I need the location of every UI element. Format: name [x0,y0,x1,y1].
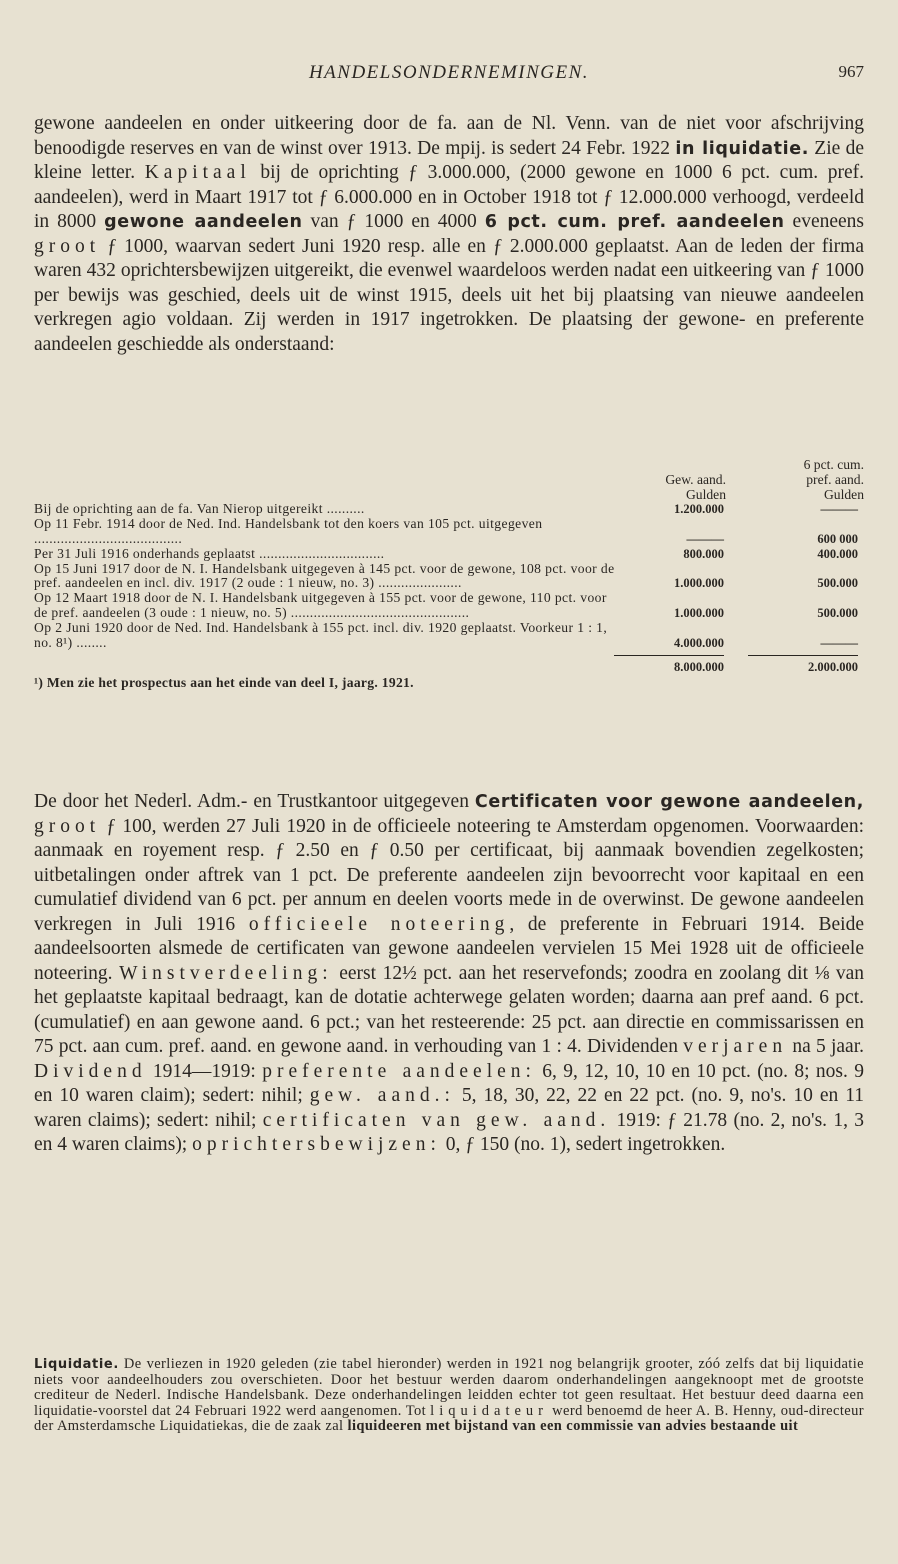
table-row [34,547,864,562]
emphasis-dividend: Dividend [34,1060,147,1082]
row-gew-value: 4.000.000 [674,635,724,650]
emphasis-kapitaal: Kapitaal [144,162,251,183]
row-pref-value: ——— [820,635,858,650]
placement-table [34,458,864,691]
emphasis-groot: groot [34,235,101,257]
separator-line [748,655,858,656]
emphasis-winstverdeeling: Winstverdeeling: [119,962,333,984]
col1-header-line2: Gulden [685,486,726,502]
text-run: 1919: ƒ 21.78 (no. 2, no's. 1, 3 en 4 waren claims); [34,1109,864,1155]
table-header-row-3 [34,488,864,503]
table-header-row-1 [34,458,864,473]
col2-header-line2: pref. aand. [806,471,864,487]
row-pref-value: 400.000 [817,546,858,561]
row-label: Per 31 Juli 1916 onderhands geplaatst ................................. [34,545,385,561]
row-label: Op 12 Maart 1918 door de N. I. Handelsbank uitgegeven à 155 pct. voor de gewone, 110 pct. voor de pref. aandeelen (3 oude : 1 nieuw, no. 5) ............................................... [34,590,607,620]
emphasis-verjaren: verjaren [683,1036,788,1057]
emphasis-liquidatie: Liquidatie. [34,1357,119,1372]
total-gew: 8.000.000 [674,660,724,675]
text-run: gewone aandeelen en onder uitkeering door de fa. aan de Nl. Venn. van de niet voor afschrijving benoodigde reserves en van de winst over 1913. De mpij. is sedert 24 Febr. 1922 [34,113,864,159]
table-row [34,517,864,547]
row-label: Op 11 Febr. 1914 door de Ned. Ind. Handelsbank tot den koers van 105 pct. uitgegeven ....................................... [34,516,543,546]
footnote: ¹) Men zie het prospectus aan het einde van deel I, jaarg. 1921. [34,675,414,691]
emphasis-pref-aandeelen: 6 pct. cum. pref. aandeelen [484,212,785,232]
col2-header-line3: Gulden [823,486,864,502]
table-row [34,502,864,517]
emphasis-liquideeren: liquideeren met bijstand van een commissie van advies bestaande uit [347,1418,799,1434]
col1-header-line1: Gew. aand. [665,471,726,487]
row-pref-value: 600 000 [817,531,858,546]
emphasis-groot: groot [34,815,101,837]
row-gew-value: 800.000 [683,546,724,561]
page-header [0,58,898,88]
totals-row [34,660,864,675]
running-title: HANDELSONDERNEMINGEN. [308,62,590,83]
emphasis-certificaten-gew: certificaten van gew. aand. [262,1109,611,1131]
text-run: van ƒ 1000 en 4000 [302,211,485,232]
text-run: werd benoemd de heer A. B. Henny, oud-directeur der Amsterdamsche Liquidatiekas, die de zaak zal [34,1402,864,1434]
table-row [34,621,864,651]
text-run: 0, ƒ 150 (no. 1), sedert ingetrokken. [440,1134,726,1155]
row-pref-value: 500.000 [817,605,858,620]
text-run: Zie de kleine letter. [34,137,864,183]
text-run: bij de oprichting ƒ 3.000.000, (2000 gewone en 1000 6 pct. cum. pref. aandeelen), werd in Maart 1917 tot ƒ 6.000.000 en in October 1918 tot ƒ 12.000.000 verhoogd, verdeeld in 8000 [34,162,864,232]
emphasis-officieele-noteering: officieele noteering [248,913,510,935]
small-print-liquidation [34,1357,864,1435]
emphasis-oprichtersbewijzen: oprichtersbewijzen: [192,1134,441,1155]
row-label: Op 2 Juni 1920 door de Ned. Ind. Handelsbank à 155 pct. incl. div. 1920 geplaatst. Voorkeur 1 : 1, no. 8¹) ........ [34,619,608,650]
text-run: 6, 9, 12, 10, 10 en 10 pct. (no. 8; nos. 9 en 10 waren claim); sedert: nihil; [34,1060,864,1106]
row-label: Bij de oprichting aan de fa. Van Nierop uitgereikt .......... [34,501,365,517]
text-run: 5, 18, 30, 22, 22 en 22 pct. (no. 9, no's. 10 en 11 waren claims); sedert: nihil; [34,1085,864,1131]
emphasis-in-liquidatie: in liquidatie. [675,138,809,159]
emphasis-gewone-aandeelen: gewone aandeelen [104,212,303,232]
emphasis-liquidateur: liquidateur [430,1402,548,1419]
text-run: ƒ 1000, waarvan sedert Juni 1920 resp. alle en ƒ 2.000.000 geplaatst. Aan de leden der firma waren 432 oprichtersbewijzen uitgereikt, die evenwel waardeloos werden nadat een uitkeering van ƒ 1000 per bewijs was geschied, deels uit de winst 1915, deels uit het bij plaatsing van nieuwe aandeelen verkregen agio voldaan. Zij werden in 1917 ingetrokken. De plaatsing der gewone- en preferente aandeelen geschiedde als onderstaand: [34,235,864,355]
paragraph-certificates [34,790,864,1158]
text-run: De door het Nederl. Adm.- en Trustkantoor uitgegeven [34,791,475,812]
text-run: eerst 12½ pct. aan het reservefonds; zoodra en zoolang dit ⅛ van het geplaatste kapitaal bedraagt, kan de dotatie achterwege gelaten worden; daarna aan pref aand. 6 pct. (cumulatief) en aan gewone aand. 6 pct.; van het resteerende: 25 pct. aan directie en commissarissen en 75 pct. aan cum. pref. aand. en gewone aand. in verhouding van 1 : 4. Dividenden [34,962,865,1057]
paragraph-capital [34,112,864,357]
total-pref: 2.000.000 [808,660,858,675]
text-run: na 5 jaar. [787,1036,864,1057]
row-gew-value: 1.200.000 [674,502,724,517]
emphasis-preferente-aandeelen: preferente aandeelen: [262,1060,536,1082]
emphasis-gew-aand: gew. aand.: [309,1085,455,1106]
row-pref-value: 500.000 [817,576,858,591]
row-gew-value: ——— [686,531,724,546]
emphasis-certificaten: Certificaten voor gewone aandeelen, [474,792,864,812]
text-run: 1914—1919: [146,1060,263,1082]
text-run: ƒ 100, werden 27 Juli 1920 in de officieele noteering te Amsterdam opgenomen. Voorwaarden: aanmaak en royement resp. ƒ 2.50 en ƒ 0.50 per certificaat, bij aanmaak bovendien zegelkosten; uitbetalingen onder aftrek van 1 pct. De preferente aandeelen zijn bevoorrecht voor kapitaal en een cumulatief dividend van 6 pct. per annum en deelen voorts mede in de overwinst. De gewone aandeelen verkregen in Juli 1916 [34,815,864,935]
row-gew-value: 1.000.000 [674,605,724,620]
separator-line [614,655,724,656]
row-label: Op 15 Juni 1917 door de N. I. Handelsbank uitgegeven à 145 pct. voor de gewone, 108 pct. voor de pref. aandeelen en incl. div. 1917 (2 oude : 1 nieuw, no. 3) ...................... [34,560,615,591]
row-pref-value: ——— [820,502,858,517]
text-run: eveneens [784,211,865,232]
text-run: , de preferente in Februari 1914. Beide aandeelsoorten alsmede de certificaten van gewone aandeelen vervielen 15 Mei 1928 uit de officieele noteering. [34,913,864,984]
text-run: De verliezen in 1920 geleden (zie tabel hieronder) werden in 1921 nog belangrijk grooter, zóó zelfs dat bij liquidatie niets voor aandeelhouders zou overschieten. Door het bestuur werden daarom onderhandelingen aangeknoopt met de grootste crediteur de Nederl. Indische Handelsbank. Deze onderhandelingen leidden echter tot geen resultaat. Het bestuur deed daarna een liquidatie-voorstel dat 24 Februari 1922 werd aangenomen. Tot [34,1356,864,1419]
page-number: 967 [838,62,864,81]
col2-header-line1: 6 pct. cum. [803,457,864,472]
table-row [34,591,864,621]
row-gew-value: 1.000.000 [674,576,724,591]
table-row [34,562,864,592]
table-header-row-2 [34,473,864,488]
total-separator [34,650,864,660]
